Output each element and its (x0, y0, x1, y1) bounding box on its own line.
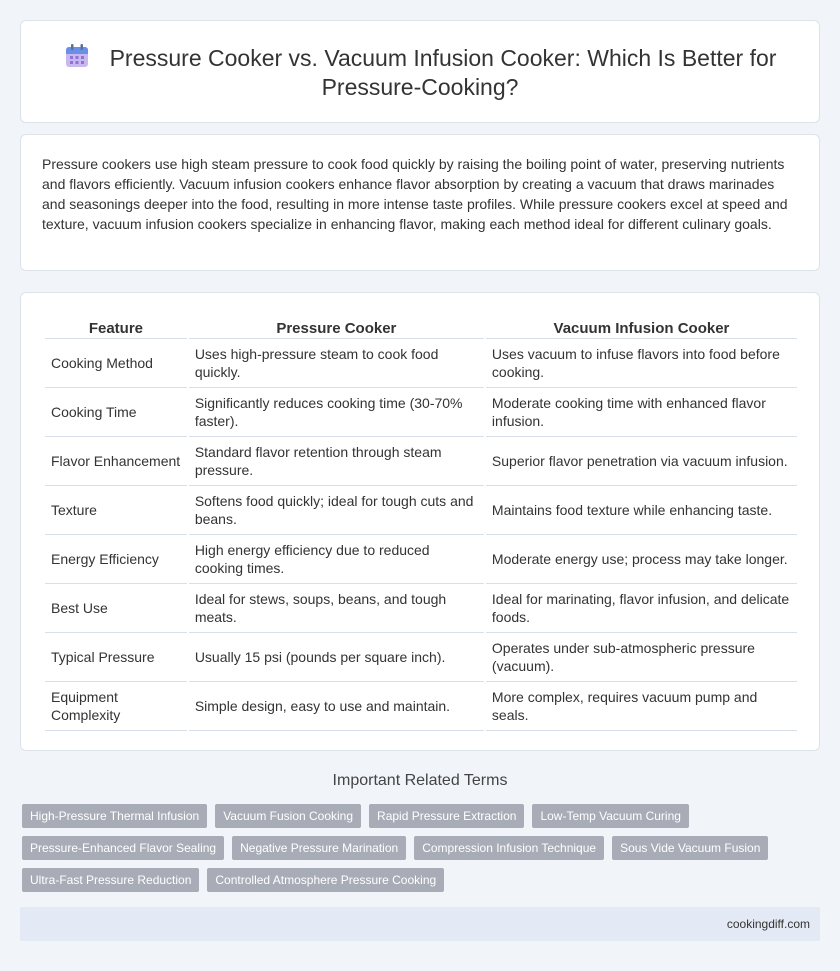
table-header-row (45, 317, 797, 339)
summary-text: Pressure cookers use high steam pressure to cook food quickly by raising the boiling point of water, preserving nutrients and flavors efficiently. Vacuum infusion cookers enhance flavor absorption by creating a vacuum that draws marinades and seasonings deeper into the food, resulting in more intense taste profiles. While pressure cookers excel at speed and texture, vacuum infusion cookers specialize in enhancing flavor, making each method ideal for different culinary goals. (42, 156, 788, 232)
related-term-tag[interactable]: Negative Pressure Marination (232, 836, 406, 860)
title-card (20, 20, 820, 123)
table-row (45, 437, 797, 486)
pressure-cooker-cell: Simple design, easy to use and maintain. (189, 682, 484, 731)
calendar-icon (64, 43, 90, 69)
footer (20, 907, 820, 941)
vacuum-infusion-cell: More complex, requires vacuum pump and seals. (486, 682, 797, 731)
pressure-cooker-cell: Standard flavor retention through steam pressure. (189, 437, 484, 486)
comparison-card (20, 292, 820, 751)
related-terms-title: Important Related Terms (332, 772, 508, 789)
pressure-cooker-cell: Softens food quickly; ideal for tough cuts and beans. (189, 486, 484, 535)
table-row (45, 486, 797, 535)
feature-cell: Texture (45, 486, 187, 535)
feature-cell: Equipment Complexity (45, 682, 187, 731)
vacuum-infusion-cell: Superior flavor penetration via vacuum infusion. (486, 437, 797, 486)
feature-cell: Best Use (45, 584, 187, 633)
summary-card (20, 134, 820, 271)
related-term-tag[interactable]: Rapid Pressure Extraction (369, 804, 524, 828)
header-pressure-cooker: Pressure Cooker (189, 317, 484, 339)
table-row (45, 584, 797, 633)
feature-cell: Energy Efficiency (45, 535, 187, 584)
related-term-tag[interactable]: Ultra-Fast Pressure Reduction (22, 868, 199, 892)
header-feature: Feature (45, 317, 187, 339)
feature-cell: Cooking Time (45, 388, 187, 437)
footer-site-link[interactable]: cookingdiff.com (726, 917, 810, 931)
pressure-cooker-cell: Usually 15 psi (pounds per square inch). (189, 633, 484, 682)
related-term-tag[interactable]: Vacuum Fusion Cooking (215, 804, 361, 828)
vacuum-infusion-cell: Operates under sub-atmospheric pressure (vacuum). (486, 633, 797, 682)
page-title: Pressure Cooker vs. Vacuum Infusion Cooker: Which Is Better for Pressure-Cooking? (109, 45, 777, 100)
feature-cell: Flavor Enhancement (45, 437, 187, 486)
table-row (45, 682, 797, 731)
vacuum-infusion-cell: Moderate energy use; process may take longer. (486, 535, 797, 584)
table-row (45, 535, 797, 584)
vacuum-infusion-cell: Ideal for marinating, flavor infusion, and delicate foods. (486, 584, 797, 633)
related-term-tag[interactable]: Compression Infusion Technique (414, 836, 604, 860)
related-term-tag[interactable]: Low-Temp Vacuum Curing (532, 804, 689, 828)
related-term-tag[interactable]: High-Pressure Thermal Infusion (22, 804, 207, 828)
pressure-cooker-cell: Ideal for stews, soups, beans, and tough meats. (189, 584, 484, 633)
related-term-tag[interactable]: Sous Vide Vacuum Fusion (612, 836, 768, 860)
pressure-cooker-cell: Uses high-pressure steam to cook food quickly. (189, 339, 484, 388)
header-vacuum-infusion-cooker: Vacuum Infusion Cooker (486, 317, 797, 339)
vacuum-infusion-cell: Uses vacuum to infuse flavors into food before cooking. (486, 339, 797, 388)
page-title-wrap (21, 43, 819, 102)
vacuum-infusion-cell: Maintains food texture while enhancing taste. (486, 486, 797, 535)
comparison-table (43, 317, 799, 731)
pressure-cooker-cell: High energy efficiency due to reduced cooking times. (189, 535, 484, 584)
vacuum-infusion-cell: Moderate cooking time with enhanced flavor infusion. (486, 388, 797, 437)
feature-cell: Cooking Method (45, 339, 187, 388)
table-row (45, 339, 797, 388)
feature-cell: Typical Pressure (45, 633, 187, 682)
table-row (45, 388, 797, 437)
pressure-cooker-cell: Significantly reduces cooking time (30-70% faster). (189, 388, 484, 437)
related-term-tag[interactable]: Pressure-Enhanced Flavor Sealing (22, 836, 224, 860)
table-row (45, 633, 797, 682)
related-terms-list (22, 804, 802, 892)
related-term-tag[interactable]: Controlled Atmosphere Pressure Cooking (207, 868, 444, 892)
